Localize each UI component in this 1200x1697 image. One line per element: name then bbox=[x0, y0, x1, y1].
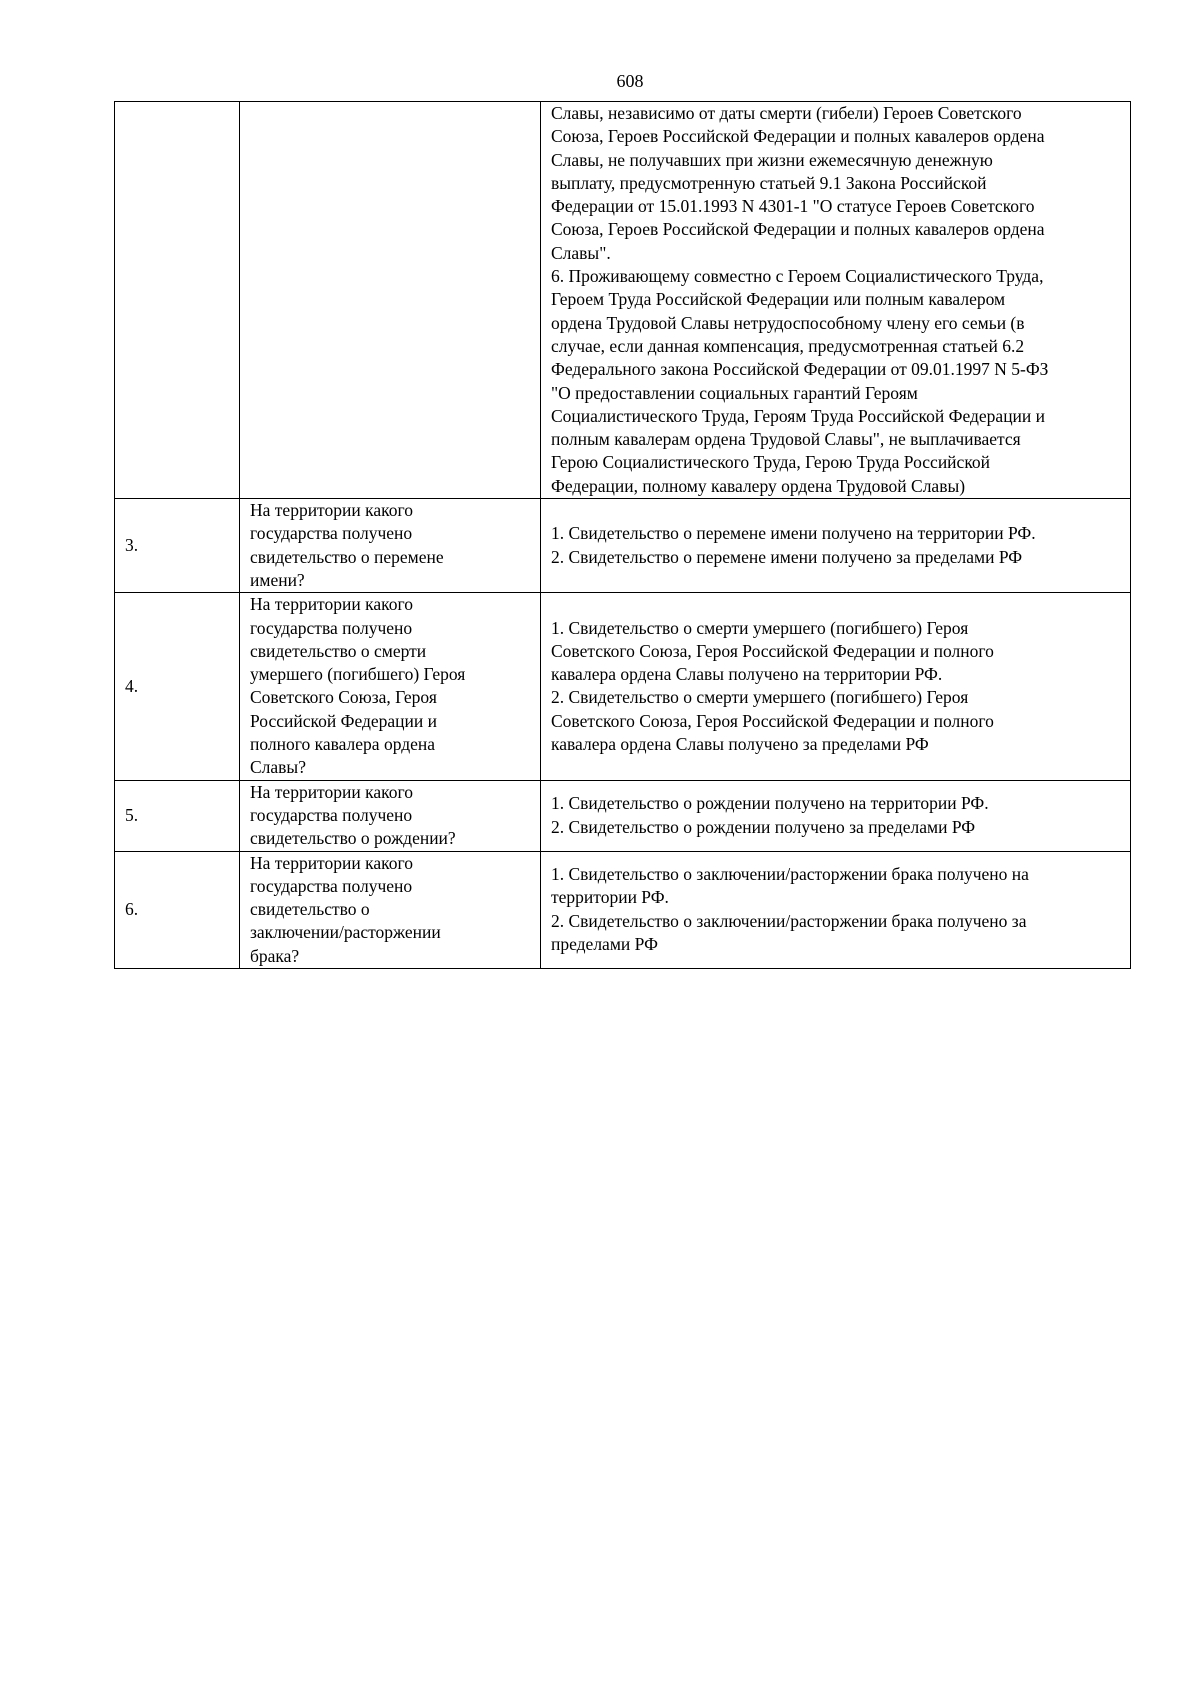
question-line: На территории какого bbox=[250, 852, 413, 873]
question-line: государства получено bbox=[250, 523, 413, 544]
table-row-4 bbox=[115, 593, 1131, 780]
question-cell bbox=[240, 851, 541, 968]
question-line: брака? bbox=[250, 945, 300, 966]
answer-line: Союза, Героев Российской Федерации и полных кавалеров ордена bbox=[551, 126, 1045, 147]
question-line: На территории какого bbox=[250, 500, 413, 521]
question-line: государства получено bbox=[250, 617, 413, 638]
answer-line: 1. Свидетельство о перемене имени получено на территории РФ. bbox=[551, 523, 1036, 544]
answer-line: Славы". bbox=[551, 242, 611, 263]
answer-line: Советского Союза, Героя Российской Федерации и полного bbox=[551, 710, 994, 731]
answer-line: Советского Союза, Героя Российской Федерации и полного bbox=[551, 640, 994, 661]
row-number-cell bbox=[115, 102, 240, 499]
answer-line: 2. Свидетельство о перемене имени получено за пределами РФ bbox=[551, 546, 1023, 567]
answer-line: Федерации, полному кавалеру ордена Трудовой Славы) bbox=[551, 475, 966, 496]
answer-line: 2. Свидетельство о рождении получено за пределами РФ bbox=[551, 816, 976, 837]
question-cell bbox=[240, 780, 541, 851]
document-table bbox=[114, 101, 1131, 969]
answer-line: Федерации от 15.01.1993 N 4301-1 "О статусе Героев Советского bbox=[551, 196, 1035, 217]
question-line: государства получено bbox=[250, 804, 413, 825]
answer-line: Славы, независимо от даты смерти (гибели) Героев Советского bbox=[551, 103, 1022, 123]
answer-line: Героем Труда Российской Федерации или полным кавалером bbox=[551, 289, 1006, 310]
question-line: свидетельство о смерти bbox=[250, 640, 427, 661]
answer-line: выплату, предусмотренную статьей 9.1 Закона Российской bbox=[551, 172, 987, 193]
question-line: Славы? bbox=[250, 757, 306, 778]
table-row-6 bbox=[115, 851, 1131, 968]
answer-line: полным кавалерам ордена Трудовой Славы", не выплачивается bbox=[551, 429, 1021, 450]
table-row-3 bbox=[115, 499, 1131, 593]
question-line: Советского Союза, Героя bbox=[250, 687, 437, 708]
page-number: 608 bbox=[616, 71, 644, 91]
answer-line: 2. Свидетельство о заключении/расторжении брака получено за bbox=[551, 910, 1027, 931]
question-line: На территории какого bbox=[250, 594, 413, 615]
question-line: На территории какого bbox=[250, 781, 413, 802]
answer-cell bbox=[541, 851, 1131, 968]
answer-cell bbox=[541, 780, 1131, 851]
question-line: Российской Федерации и bbox=[250, 710, 438, 731]
answer-line: 1. Свидетельство о заключении/расторжении брака получено на bbox=[551, 864, 1029, 885]
question-line: умершего (погибшего) Героя bbox=[250, 664, 466, 685]
question-line: свидетельство о рождении? bbox=[250, 828, 456, 849]
answer-line: 1. Свидетельство о рождении получено на территории РФ. bbox=[551, 793, 989, 814]
answer-line: 1. Свидетельство о смерти умершего (погибшего) Героя bbox=[551, 617, 969, 638]
answer-line: кавалера ордена Славы получено на территории РФ. bbox=[551, 664, 943, 685]
row-number-cell: 6. bbox=[115, 851, 240, 968]
answer-cell bbox=[541, 102, 1131, 499]
table-row-continuation bbox=[115, 102, 1131, 499]
question-line: заключении/расторжении bbox=[250, 922, 441, 943]
question-line: полного кавалера ордена bbox=[250, 734, 436, 755]
answer-line: Союза, Героев Российской Федерации и полных кавалеров ордена bbox=[551, 219, 1045, 240]
answer-line: случае, если данная компенсация, предусмотренная статьей 6.2 bbox=[551, 335, 1025, 356]
answer-line: Социалистического Труда, Героям Труда Российской Федерации и bbox=[551, 405, 1046, 426]
answer-line: 6. Проживающему совместно с Героем Социалистического Труда, bbox=[551, 266, 1044, 287]
answer-cell bbox=[541, 593, 1131, 780]
question-cell bbox=[240, 499, 541, 593]
row-number-cell: 5. bbox=[115, 780, 240, 851]
answer-line: Герою Социалистического Труда, Герою Труда Российской bbox=[551, 452, 991, 473]
answer-line: "О предоставлении социальных гарантий Героям bbox=[551, 382, 918, 403]
row-number-cell: 3. bbox=[115, 499, 240, 593]
row-number-cell: 4. bbox=[115, 593, 240, 780]
answer-line: 2. Свидетельство о смерти умершего (погибшего) Героя bbox=[551, 687, 969, 708]
question-line: свидетельство о bbox=[250, 899, 370, 920]
question-line: свидетельство о перемене bbox=[250, 546, 444, 567]
answer-line: Федерального закона Российской Федерации от 09.01.1997 N 5-ФЗ bbox=[551, 359, 1049, 380]
answer-cell bbox=[541, 499, 1131, 593]
question-cell bbox=[240, 102, 541, 499]
question-cell bbox=[240, 593, 541, 780]
answer-line: Славы, не получавших при жизни ежемесячную денежную bbox=[551, 149, 993, 170]
table-row-5 bbox=[115, 780, 1131, 851]
answer-line: пределами РФ bbox=[551, 934, 658, 955]
answer-line: ордена Трудовой Славы нетрудоспособному члену его семьи (в bbox=[551, 312, 1025, 333]
question-line: государства получено bbox=[250, 875, 413, 896]
answer-line: территории РФ. bbox=[551, 887, 669, 908]
answer-line: кавалера ордена Славы получено за пределами РФ bbox=[551, 734, 929, 755]
question-line: имени? bbox=[250, 569, 305, 590]
